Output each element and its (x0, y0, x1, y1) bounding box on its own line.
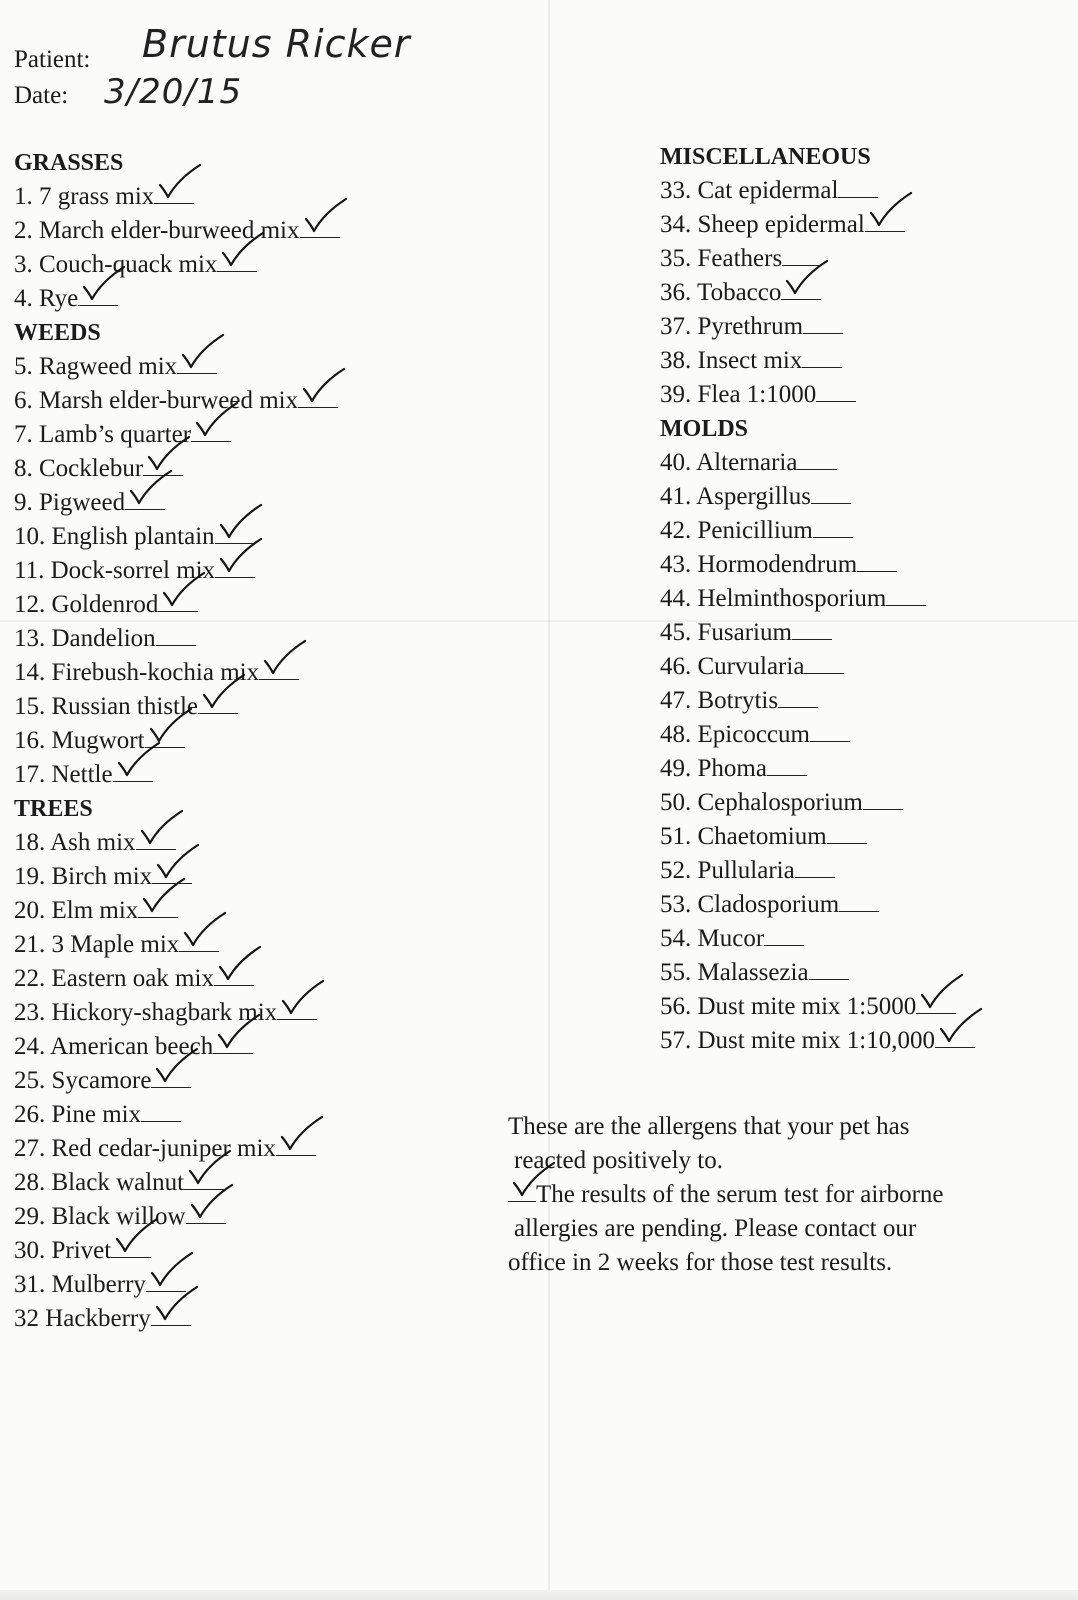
allergen-label: 55. Malassezia (660, 959, 809, 986)
response-blank (781, 279, 821, 300)
allergen-item (660, 786, 975, 820)
response-blank (804, 653, 844, 674)
checkmark-icon (217, 535, 263, 575)
allergen-label: 47. Botrytis (660, 687, 779, 714)
section-heading: MISCELLANEOUS (660, 144, 871, 170)
allergen-label: 53. Cladosporium (660, 891, 840, 918)
response-blank (113, 761, 153, 782)
checkmark-icon (279, 977, 325, 1017)
allergen-label: 2. March elder-burweed mix (14, 217, 300, 244)
checkmark-icon (80, 263, 126, 303)
response-blank (214, 965, 254, 986)
checkmark-icon (140, 875, 186, 915)
allergen-item (14, 758, 340, 792)
checkmark-icon (783, 257, 829, 297)
allergen-item (14, 214, 340, 248)
allergen-label: 31. Mulberry (14, 1271, 146, 1298)
allergen-item (660, 718, 975, 752)
allergen-label: 10. English plantain (14, 523, 215, 550)
allergen-label: 14. Firebush-kochia mix (14, 659, 260, 686)
response-blank (177, 353, 217, 374)
allergen-label: 39. Flea 1:1000 (660, 381, 817, 408)
response-blank (764, 925, 804, 946)
checkmark-icon (127, 467, 173, 507)
allergen-label: 7. Lamb’s quarter (14, 421, 192, 448)
allergen-item (660, 514, 975, 548)
allergen-label: 48. Epicoccum (660, 721, 810, 748)
allergen-label: 28. Black walnut (14, 1169, 185, 1196)
allergen-label: 16. Mugwort (14, 727, 145, 754)
checkmark-icon (261, 637, 307, 677)
allergen-label: 1. 7 grass mix (14, 183, 155, 210)
allergen-item (660, 854, 975, 888)
response-blank (857, 551, 897, 572)
response-blank (158, 591, 198, 612)
allergen-item (14, 486, 340, 520)
response-blank (213, 1033, 253, 1054)
allergen-item (14, 282, 340, 316)
allergen-item (660, 276, 975, 310)
patient-name-handwritten: Brutus Ricker (142, 22, 411, 66)
allergen-item (14, 996, 340, 1030)
allergen-label: 42. Penicillium (660, 517, 813, 544)
allergen-item (14, 928, 340, 962)
note-line-2: reacted positively to. (514, 1147, 723, 1174)
allergen-label: 56. Dust mite mix 1:5000 (660, 993, 917, 1020)
response-blank (125, 489, 165, 510)
allergen-label: 25. Sycamore (14, 1067, 152, 1094)
allergen-item (14, 1064, 340, 1098)
checkmark-icon (179, 331, 225, 371)
allergen-label: 27. Red cedar-juniper mix (14, 1135, 276, 1162)
allergen-label: 13. Dandelion (14, 625, 156, 652)
allergen-label: 45. Fusarium (660, 619, 792, 646)
allergen-item (14, 180, 340, 214)
checkmark-icon (188, 1181, 234, 1221)
response-blank (827, 823, 867, 844)
allergen-label: 44. Helminthosporium (660, 585, 887, 612)
pending-checkbox-blank (508, 1181, 536, 1202)
allergen-label: 33. Cat epidermal (660, 177, 839, 204)
response-blank (154, 183, 194, 204)
checkmark-icon (156, 161, 202, 201)
allergen-item (660, 616, 975, 650)
response-blank (179, 931, 219, 952)
allergen-label: 49. Phoma (660, 755, 767, 782)
response-blank (809, 959, 849, 980)
response-blank (298, 387, 338, 408)
checkmark-icon (216, 943, 262, 983)
allergen-item (14, 452, 340, 486)
allergen-item (660, 548, 975, 582)
patient-label: Patient: (14, 46, 91, 73)
response-blank (259, 659, 299, 680)
allergen-label: 43. Hormodendrum (660, 551, 858, 578)
allergen-item (14, 1200, 340, 1234)
allergen-item (14, 384, 340, 418)
allergen-label: 32 Hackberry (14, 1305, 151, 1332)
allergen-item (660, 480, 975, 514)
section-heading: GRASSES (14, 150, 124, 176)
checkmark-icon (219, 229, 265, 269)
response-blank (191, 421, 231, 442)
pending-checkmark-icon (510, 1159, 556, 1199)
allergen-item (14, 588, 340, 622)
checkmark-icon (867, 189, 913, 229)
note-line-4: allergies are pending. Please contact our (514, 1215, 917, 1242)
response-blank (111, 1237, 151, 1258)
response-blank (78, 285, 118, 306)
response-blank (865, 211, 905, 232)
allergen-label: 24. American beech (14, 1033, 214, 1060)
checkmark-icon (160, 569, 206, 609)
allergen-label: 18. Ash mix (14, 829, 136, 856)
allergen-item (660, 650, 975, 684)
response-blank (151, 1067, 191, 1088)
response-blank (156, 625, 196, 646)
left-allergen-column (14, 146, 340, 1336)
allergen-item (660, 208, 975, 242)
checkmark-icon (200, 671, 246, 711)
paper-fold-vertical (548, 0, 550, 1600)
allergen-item (14, 724, 340, 758)
allergen-label: 22. Eastern oak mix (14, 965, 214, 992)
allergen-item (660, 684, 975, 718)
allergen-item (660, 922, 975, 956)
response-blank (767, 755, 807, 776)
allergen-label: 9. Pigweed (14, 489, 126, 516)
date-label: Date: (14, 82, 69, 109)
response-blank (276, 1135, 316, 1156)
allergen-item (14, 894, 340, 928)
response-blank (778, 687, 818, 708)
checkmark-icon (300, 365, 346, 405)
allergen-label: 20. Elm mix (14, 897, 139, 924)
results-note (508, 1110, 1053, 1280)
allergen-item (14, 656, 340, 690)
allergen-label: 51. Chaetomium (660, 823, 827, 850)
response-blank (797, 449, 837, 470)
allergen-label: 19. Birch mix (14, 863, 153, 890)
allergen-item (14, 1132, 340, 1166)
allergen-label: 17. Nettle (14, 761, 113, 788)
response-blank (795, 857, 835, 878)
allergen-label: 4. Rye (14, 285, 79, 312)
allergen-item (660, 446, 975, 480)
allergen-label: 15. Russian thistle (14, 693, 199, 720)
allergen-label: 35. Feathers (660, 245, 783, 272)
response-blank (886, 585, 926, 606)
checkmark-icon (193, 399, 239, 439)
response-blank (141, 1101, 181, 1122)
paper-bottom-edge (0, 1590, 1078, 1600)
allergen-item (14, 1302, 340, 1336)
response-blank (217, 251, 257, 272)
allergen-item (14, 248, 340, 282)
response-blank (810, 721, 850, 742)
allergen-item (660, 752, 975, 786)
allergen-label: 57. Dust mite mix 1:10,000 (660, 1027, 935, 1054)
allergen-item (660, 344, 975, 378)
allergen-label: 23. Hickory-shagbark mix (14, 999, 278, 1026)
response-blank (151, 1305, 191, 1326)
checkmark-icon (153, 1045, 199, 1085)
allergen-label: 40. Alternaria (660, 449, 798, 476)
allergen-label: 41. Aspergillus (660, 483, 811, 510)
response-blank (198, 693, 238, 714)
note-line-1: These are the allergens that your pet has (508, 1113, 910, 1140)
response-blank (935, 1027, 975, 1048)
allergen-label: 34. Sheep epidermal (660, 211, 865, 238)
allergen-label: 3. Couch-quack mix (14, 251, 218, 278)
allergen-label: 50. Cephalosporium (660, 789, 863, 816)
response-blank (215, 557, 255, 578)
allergen-label: 8. Cocklebur (14, 455, 144, 482)
allergen-label: 11. Dock-sorrel mix (14, 557, 216, 584)
checkmark-icon (937, 1005, 983, 1045)
section-heading: WEEDS (14, 320, 101, 346)
allergen-label: 5. Ragweed mix (14, 353, 178, 380)
right-allergen-column (660, 140, 975, 1058)
checkmark-icon (215, 1011, 261, 1051)
allergen-item (660, 1024, 975, 1058)
allergen-label: 30. Privet (14, 1237, 112, 1264)
section-heading: TREES (14, 796, 93, 822)
allergen-label: 29. Black willow (14, 1203, 186, 1230)
allergen-label: 26. Pine mix (14, 1101, 142, 1128)
response-blank (277, 999, 317, 1020)
note-line-3: The results of the serum test for airborne (536, 1181, 944, 1208)
allergen-label: 21. 3 Maple mix (14, 931, 180, 958)
checkmark-icon (115, 739, 161, 779)
allergen-item (660, 582, 975, 616)
date-handwritten: 3/20/15 (104, 72, 243, 112)
response-blank (811, 483, 851, 504)
checkmark-icon (153, 1283, 199, 1323)
allergen-item (14, 520, 340, 554)
response-blank (816, 381, 856, 402)
allergen-label: 6. Marsh elder-burweed mix (14, 387, 299, 414)
allergen-item (660, 990, 975, 1024)
response-blank (863, 789, 903, 810)
response-blank (802, 347, 842, 368)
allergen-item (660, 378, 975, 412)
response-blank (186, 1203, 226, 1224)
allergen-label: 12. Goldenrod (14, 591, 159, 618)
response-blank (138, 897, 178, 918)
allergen-item (660, 888, 975, 922)
response-blank (803, 313, 843, 334)
allergen-label: 52. Pullularia (660, 857, 795, 884)
response-blank (792, 619, 832, 640)
note-line-5: office in 2 weeks for those test results. (508, 1249, 893, 1276)
allergen-label: 37. Pyrethrum (660, 313, 804, 340)
allergen-item (660, 174, 975, 208)
allergen-item (660, 820, 975, 854)
allergen-item (14, 350, 340, 384)
section-heading: MOLDS (660, 416, 749, 442)
allergen-label: 36. Tobacco (660, 279, 782, 306)
allergen-label: 46. Curvularia (660, 653, 805, 680)
response-blank (813, 517, 853, 538)
checkmark-icon (278, 1113, 324, 1153)
response-blank (839, 891, 879, 912)
checkmark-icon (302, 195, 348, 235)
allergen-label: 54. Mucor (660, 925, 765, 952)
response-blank (300, 217, 340, 238)
allergen-item (14, 1166, 340, 1200)
allergen-label: 38. Insect mix (660, 347, 803, 374)
allergen-item (660, 310, 975, 344)
